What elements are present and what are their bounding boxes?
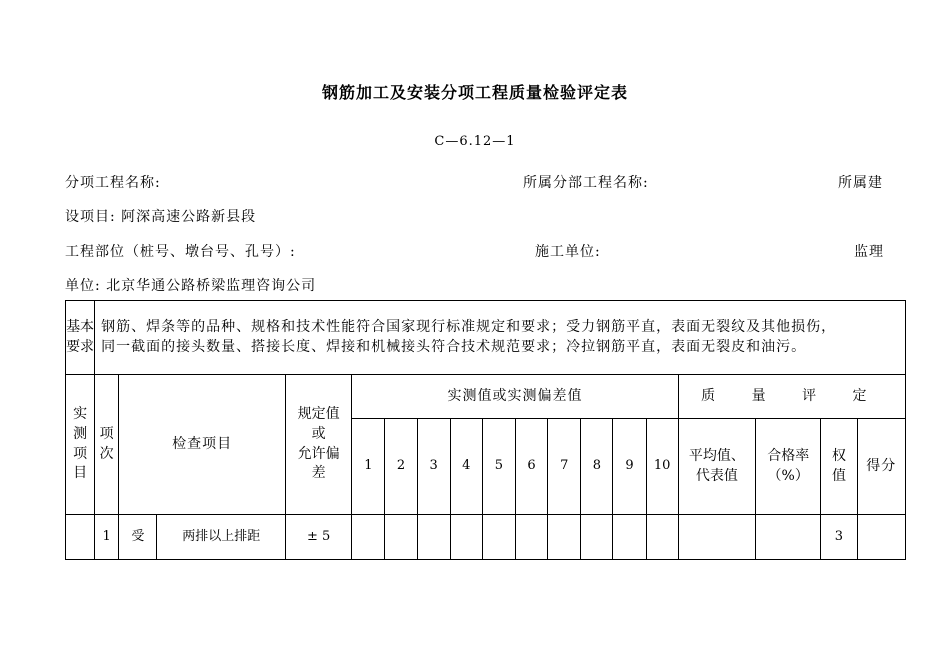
- measured-items-char-3: 项: [73, 445, 88, 462]
- measure-cell[interactable]: [352, 515, 385, 560]
- measure-cell[interactable]: [581, 515, 613, 560]
- spec-header: [286, 375, 352, 515]
- measured-items-header: [66, 375, 95, 515]
- requirements-line-1: 钢筋、焊条等的品种、规格和技术性能符合国家现行标准规定和要求；受力钢筋平直，表面无裂纹及其他损伤，: [101, 318, 837, 335]
- score-header: 得分: [857, 419, 905, 515]
- inspection-table: [65, 300, 906, 560]
- measure-col-header: 10: [646, 419, 678, 515]
- basic-requirements-text: [95, 301, 906, 375]
- basic-label-line-2: 要求: [66, 338, 95, 355]
- supervisor-label: 监理: [854, 244, 884, 260]
- pass-rate-cell[interactable]: [756, 515, 821, 560]
- document-title: 钢筋加工及安装分项工程质量检验评定表: [321, 83, 628, 102]
- measure-col-header: 7: [548, 419, 581, 515]
- basic-label-line-1: 基本: [66, 318, 95, 335]
- pass-rate-line-2: （%）: [767, 467, 809, 484]
- measure-col-header: 5: [482, 419, 515, 515]
- item-name-label: 分项工程名称:: [65, 175, 161, 191]
- item-no-header: [95, 375, 119, 515]
- average-line-1: 平均值、: [688, 447, 745, 464]
- measure-cell[interactable]: [482, 515, 515, 560]
- form-code: C—6.12—1: [434, 134, 516, 149]
- item-no-char-2: 次: [99, 445, 114, 462]
- requirements-line-2: 同一截面的接头数量、搭接长度、焊接和机械接头符合技术规范要求；冷拉钢筋平直，表面无裂皮和油污。: [101, 338, 807, 355]
- average-header: [678, 419, 755, 515]
- row-category: 受: [119, 515, 157, 560]
- measured-items-char-1: 实: [73, 406, 88, 423]
- measure-col-header: 2: [385, 419, 417, 515]
- measure-col-header: 4: [450, 419, 482, 515]
- row-spec: ± 5: [286, 515, 352, 560]
- row-number: 1: [95, 515, 119, 560]
- weight-line-2: 值: [831, 467, 846, 484]
- table-row: [66, 515, 906, 560]
- measured-items-char-2: 测: [73, 425, 88, 442]
- row-blank-cell: [66, 515, 95, 560]
- supervisor-unit: 单位: 北京华通公路桥梁监理咨询公司: [65, 278, 317, 294]
- measure-cell[interactable]: [385, 515, 417, 560]
- row-check-item: 两排以上排距: [157, 515, 286, 560]
- measure-col-header: 6: [516, 419, 548, 515]
- measure-cell[interactable]: [450, 515, 482, 560]
- quality-header: 质 量 评 定: [678, 375, 905, 419]
- pass-rate-header: [756, 419, 821, 515]
- score-cell[interactable]: [857, 515, 905, 560]
- measure-col-header: 1: [352, 419, 385, 515]
- belong-label: 所属建: [838, 175, 883, 191]
- average-cell[interactable]: [678, 515, 755, 560]
- measure-col-header: 3: [417, 419, 450, 515]
- weight-header: [821, 419, 857, 515]
- spec-line-4: 差: [311, 465, 326, 482]
- location-label: 工程部位（桩号、墩台号、孔号）:: [65, 244, 296, 260]
- measured-values-header: 实测值或实测偏差值: [352, 375, 678, 419]
- measure-cell[interactable]: [613, 515, 646, 560]
- row-weight: 3: [821, 515, 857, 560]
- measure-cell[interactable]: [516, 515, 548, 560]
- weight-line-1: 权: [831, 447, 846, 464]
- measure-cell[interactable]: [548, 515, 581, 560]
- basic-requirements-label: [66, 301, 95, 375]
- measure-col-header: 9: [613, 419, 646, 515]
- measure-cell[interactable]: [417, 515, 450, 560]
- contractor-label: 施工单位:: [535, 244, 601, 260]
- item-no-char-1: 项: [99, 425, 114, 442]
- average-line-2: 代表值: [695, 467, 738, 484]
- spec-line-1: 规定值: [297, 406, 340, 423]
- spec-line-3: 允许偏: [297, 445, 340, 462]
- pass-rate-line-1: 合格率: [767, 447, 810, 464]
- check-item-header: 检查项目: [119, 375, 286, 515]
- spec-line-2: 或: [311, 425, 326, 442]
- measure-col-header: 8: [581, 419, 613, 515]
- construction-project: 设项目: 阿深高速公路新县段: [65, 209, 257, 225]
- measured-items-char-4: 目: [73, 465, 88, 482]
- sub-project-label: 所属分部工程名称:: [523, 175, 649, 191]
- measure-cell[interactable]: [646, 515, 678, 560]
